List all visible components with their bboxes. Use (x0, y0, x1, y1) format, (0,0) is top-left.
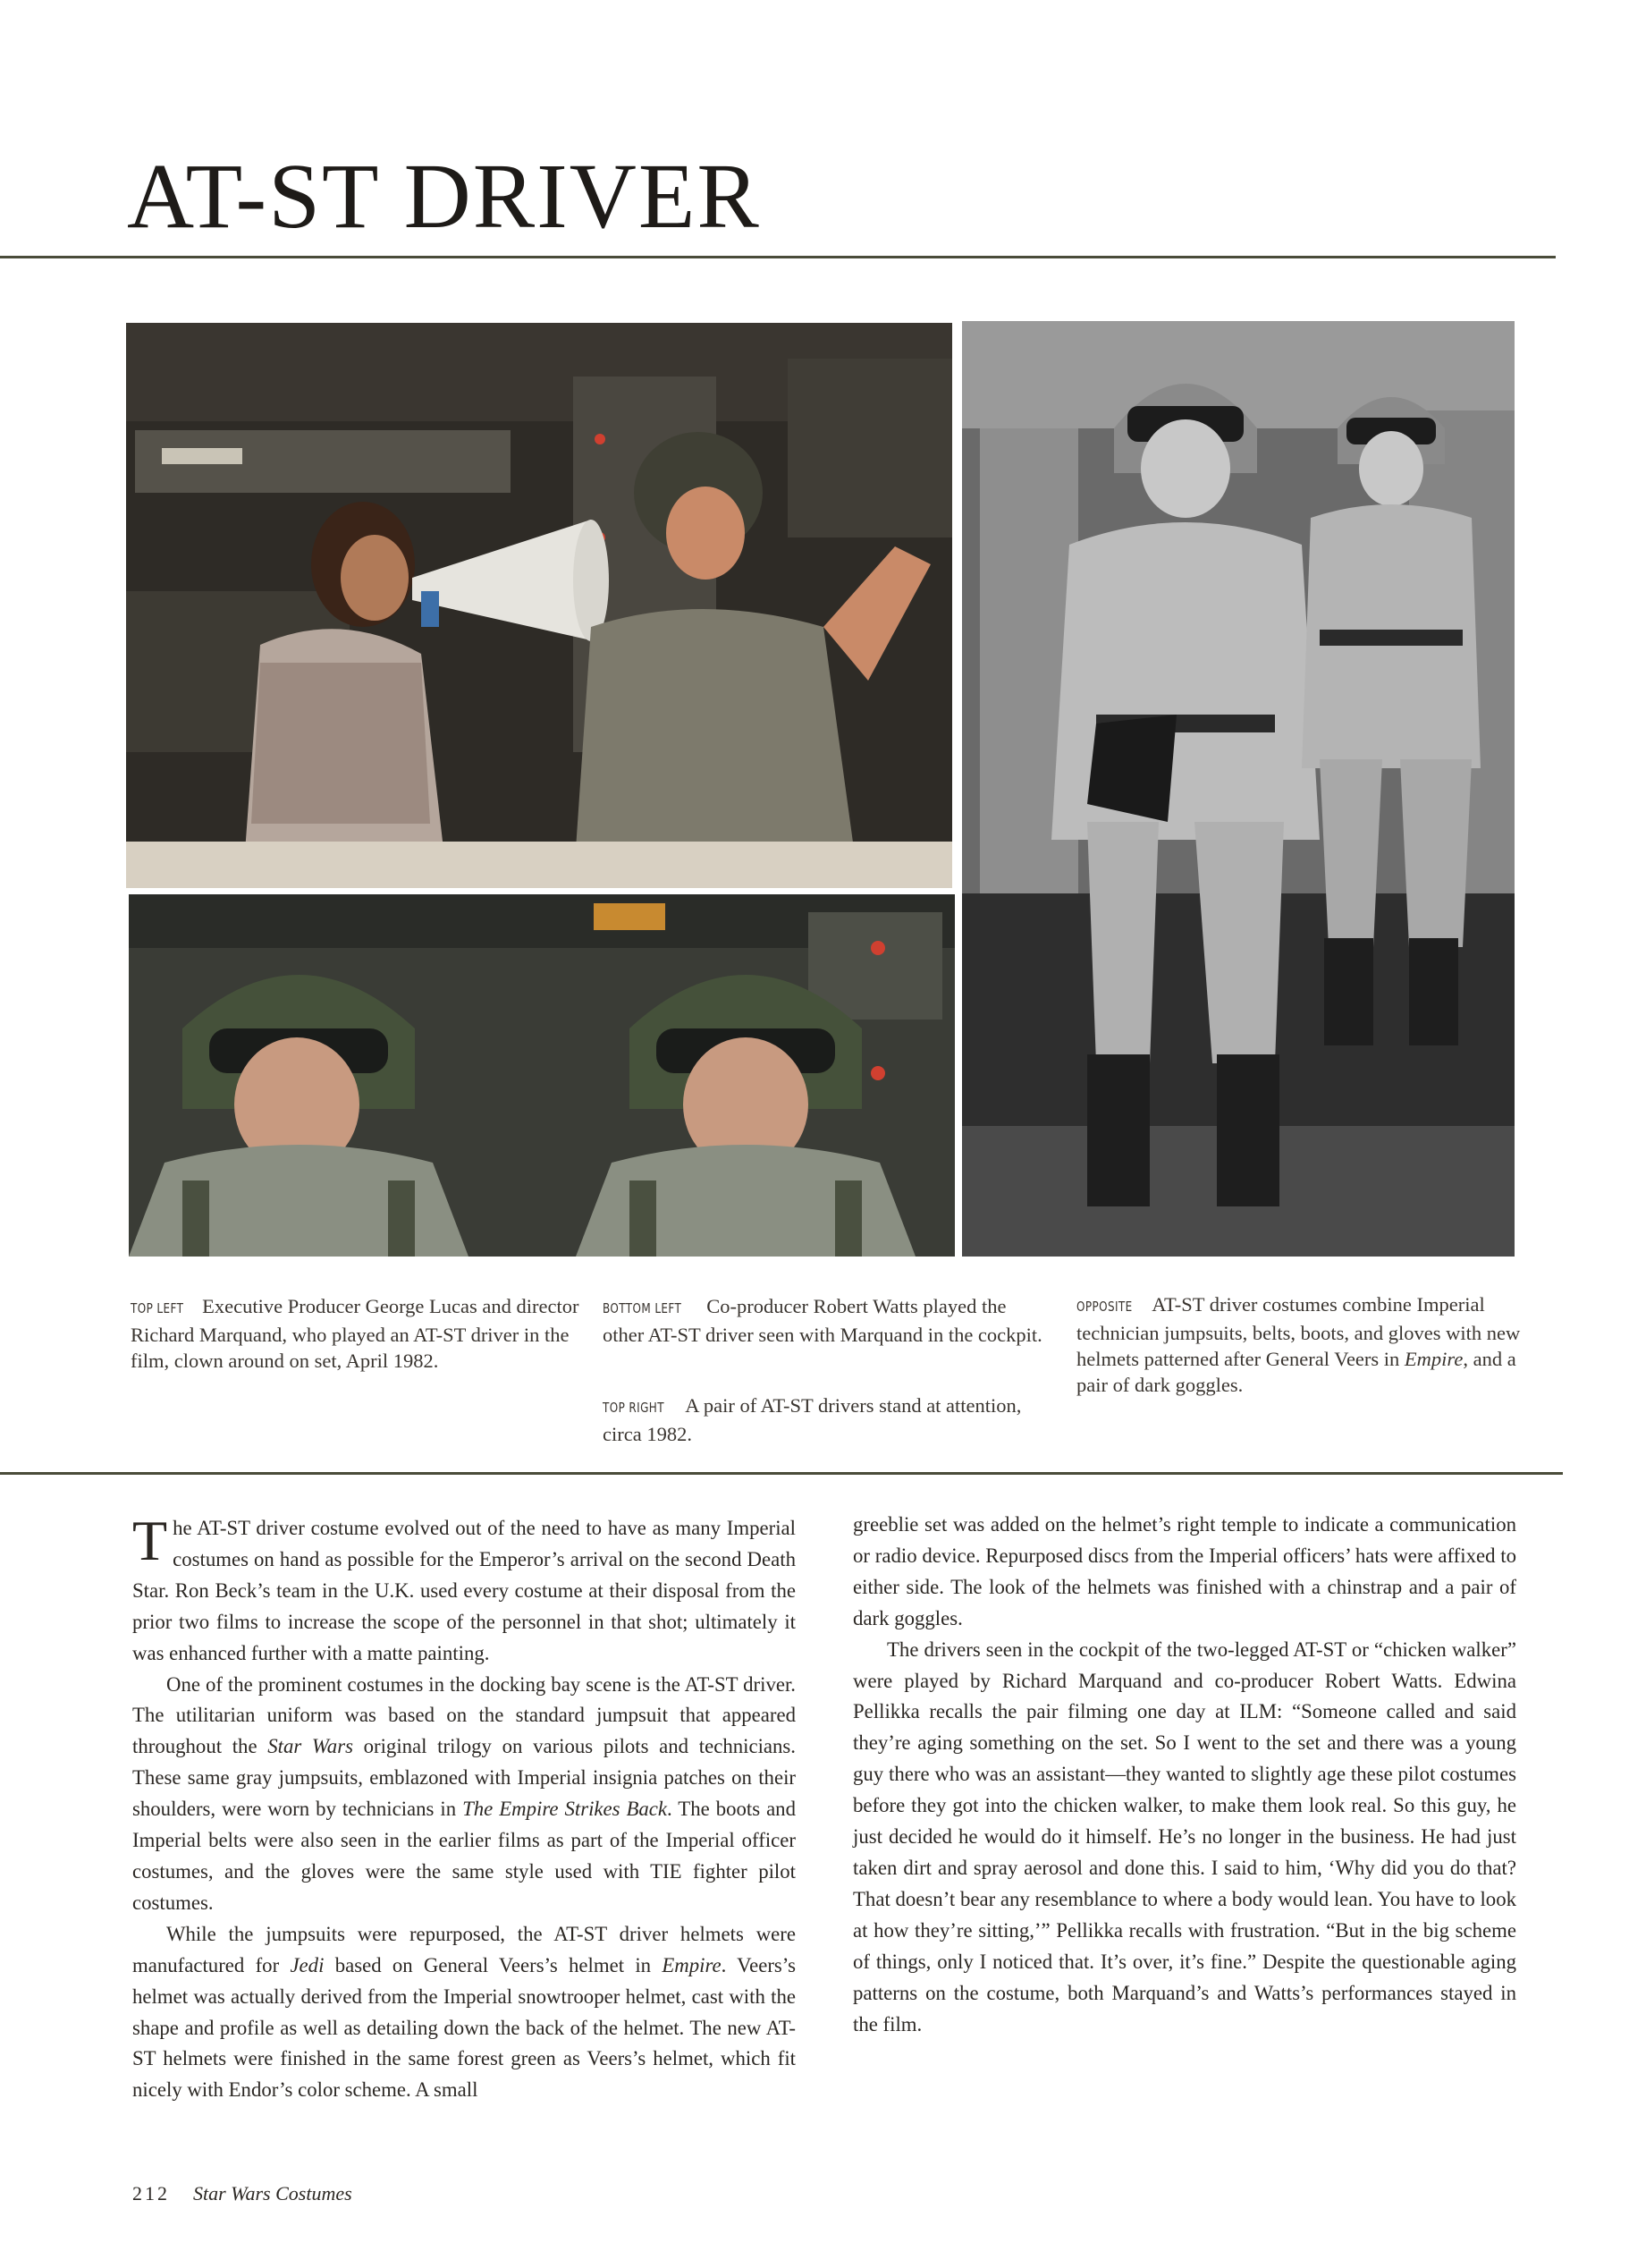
italic-title: Jedi (290, 1953, 325, 1976)
caption-top-right (603, 1392, 1032, 1447)
page-title: AT-ST DRIVER (127, 145, 761, 248)
body-paragraph: greeblie set was added on the helmet’s right temple to indicate a communication or radio device. Repurposed discs from the Imperial officers’ hats were affixed to either side. The look of the helmets was finished with a chinstrap and a pair of dark goggles. (853, 1513, 1516, 1629)
italic-title: Empire (662, 1953, 722, 1976)
caption-label: OPPOSITE (1076, 1299, 1133, 1315)
page-footer (132, 2182, 352, 2205)
body-column-left (132, 1509, 797, 2106)
caption-italic: Empire (1404, 1348, 1464, 1370)
paragraph-text: he AT-ST driver costume evolved out of the need to have as many Imperial costumes on hand as possible for the Emperor’s arrival on the second Death Star. Ron Beck’s team in the U.K. used every costume at their disposal from the prior two films to increase the scope of the personnel in that shot; ultimately it was enhanced further with a matte painting. (132, 1517, 796, 1664)
caption-top-left (131, 1293, 588, 1374)
caption-text: Executive Producer George Lucas and director Richard Marquand, who played an AT-ST driver in the film, clown around on set, April 1982. (131, 1295, 579, 1372)
italic-title: The Empire Strikes Back (462, 1798, 668, 1821)
caption-label: TOP RIGHT (603, 1400, 664, 1416)
caption-text: A pair of AT-ST drivers stand at attention, circa 1982. (603, 1394, 1022, 1445)
paragraph-text: While the jumpsuits were repurposed, the AT-ST driver helmets were manufactured for (132, 1922, 796, 1976)
caption-text: , and a pair of dark goggles. (1076, 1348, 1516, 1396)
caption-opposite (1076, 1291, 1523, 1398)
body-paragraph: The drivers seen in the cockpit of the two-legged AT-ST or “chicken walker” were played by Richard Marquand and co-producer Robert Watts. Edwina Pellikka recalls the pair filming one day at ILM: “Someone called and said they’re aging something on the set. So I went to the set and there was a young guy there who was an assistant—they wanted to slightly age these pilot costumes before they got into the chicken walker, to make them look real. So this guy, he just decided he would do it himself. He’s no longer in the business. He had just taken dirt and spray aerosol and done this. I said to him, ‘Why did you do that? That doesn’t bear any resemblance to where a body would lean. You have to look at how they’re sitting,’” Pellikka recalls with frustration. “But in the big scheme of things, only I noticed that. It’s over, it’s fine.” Despite the questionable aging patterns on the costume, both Marquand’s and Watts’s performances stayed in the film. (853, 1638, 1516, 2035)
title-rule (0, 256, 1556, 258)
photo-top-left (126, 323, 952, 888)
paragraph-text: original trilogy on various pilots and technicians. These same gray jumpsuits, emblazoned with Imperial insignia patches on their shoulders, were worn by technicians in (132, 1735, 796, 1821)
book-title: Star Wars Costumes (193, 2182, 352, 2205)
body-column-right (853, 1510, 1516, 2040)
caption-text: AT-ST driver costumes combine Imperial technician jumpsuits, belts, boots, and gloves with new helmets patterned after General Veers in (1076, 1293, 1521, 1370)
paragraph-text: . Veers’s helmet was actually derived from the Imperial snowtrooper helmet, cast with the shape and profile as well as detailing down the back of the helmet. The new AT-ST helmets were finished in the same forest green as Veers’s helmet, which fit nicely with Endor’s color scheme. A small (132, 1953, 797, 2102)
photo-bottom-left (129, 894, 955, 1257)
caption-bottom-left (603, 1293, 1050, 1348)
caption-label: BOTTOM LEFT (603, 1300, 682, 1316)
caption-label: TOP LEFT (131, 1300, 184, 1316)
body-paragraph (132, 1509, 796, 1670)
paragraph-text: . The boots and Imperial belts were also seen in the earlier films as part of the Imperial officer costumes, and the gloves were the same style used with TIE fighter pilot costumes. (132, 1798, 796, 1914)
paragraph-text: based on General Veers’s helmet in (324, 1953, 663, 1976)
section-rule (0, 1472, 1563, 1475)
body-paragraph (132, 1919, 796, 2106)
photo-top-right (962, 321, 1515, 1257)
caption-text: Co-producer Robert Watts played the other AT-ST driver seen with Marquand in the cockpit. (603, 1295, 1042, 1346)
body-paragraph (132, 1670, 796, 1919)
drop-cap: T (132, 1509, 168, 1572)
page-number: 212 (132, 2182, 170, 2205)
paragraph-text: One of the prominent costumes in the docking bay scene is the AT-ST driver. The utilitarian uniform was based on the standard jumpsuit that appeared throughout the (132, 1672, 796, 1758)
italic-title: Star Wars (267, 1735, 353, 1758)
